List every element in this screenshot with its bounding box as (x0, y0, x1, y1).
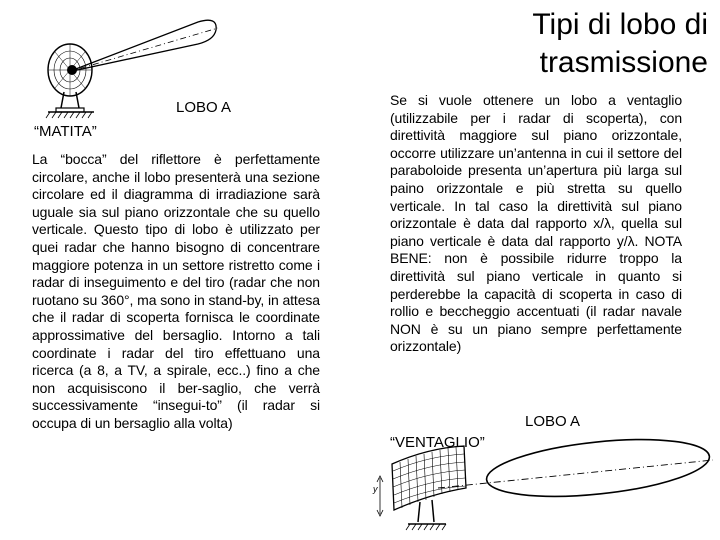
slide-title-line-1: Tipi di lobo di (532, 8, 708, 41)
left-antenna-name: “MATITA” (34, 123, 97, 140)
vertical-dimension-marker (377, 476, 383, 516)
right-paragraph: Se si vuole ottenere un lobo a ventaglio (utilizzabile per i radar di scoperta), con direttività maggiore sul piano orizzontale, occorre utilizzare un’antenna in cui il settore del paraboloide presenta un’apertura più larga sul paino orizzontale e più stretta su quello verticale. In tal caso la direttività sul piano orizzontale è data dal rapporto x/λ, quella sul piano verticale è data dal rapporto y/λ. NOTA BENE: non è possibile ridurre troppo la direttività sul piano verticale in quanto si perderebbe la capacità di scoperta in caso di rollio e beccheggio accentuati (il radar navale NON è su un piano sempre perfettamente orizzontale) (390, 92, 682, 355)
left-paragraph: La “bocca” del riflettore è perfettamente circolare, anche il lobo presenterà una sezione circolare ed il diagramma di irradiazione sarà uguale sia sul piano orizzontale che su quello verticale. Questo tipo di lobo è utilizzato per quei radar che hanno bisogno di concentrare maggiore potenza in un settore ristretto come i radar di inseguimento e del tiro (radar che non ruotano su 360°, ma sono in stand-by, in attesa che il radar di scoperta fornisca le coordinate approssimative del bersaglio. Intorno a tali coordinate i radar del tiro effettuano una ricerca (a 8, a TV, a spirale, ecc..) fino a che non acquisiscono il ber-saglio, che verrà successivamente “insegui-to” (il radar si occupa di un bersaglio alla volta) (32, 151, 320, 431)
fan-beam-antenna-illustration (368, 430, 718, 538)
fan-pedestal-icon (406, 500, 446, 530)
vertical-dimension-label: y (373, 484, 378, 494)
right-lobe-label: LOBO A (525, 413, 581, 430)
pencil-lobe-icon (68, 20, 218, 72)
right-antenna-name: “VENTAGLIO” (390, 434, 485, 451)
slide-title-line-2: trasmissione (539, 46, 708, 79)
circular-dish-icon (48, 44, 92, 96)
fan-reflector-icon (392, 446, 466, 510)
left-lobe-label: LOBO A (176, 99, 232, 116)
fan-lobe-icon (438, 430, 713, 505)
slide-title (448, 6, 708, 82)
